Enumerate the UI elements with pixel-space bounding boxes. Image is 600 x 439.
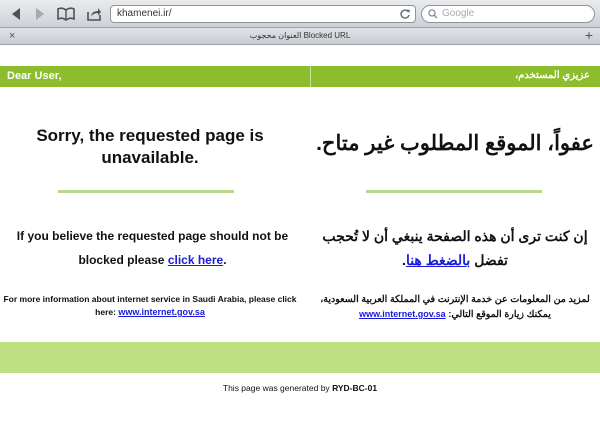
bookmarks-button[interactable] xyxy=(56,4,76,24)
url-text: khamenei.ir/ xyxy=(117,8,172,19)
banner-divider xyxy=(310,66,311,87)
blocked-page xyxy=(0,46,600,439)
heading-en: Sorry, the requested page is unavailable. xyxy=(36,126,264,167)
back-button[interactable] xyxy=(6,4,26,24)
close-tab-icon[interactable]: × xyxy=(9,30,16,42)
footer-prefix: This page was generated by xyxy=(222,383,330,393)
search-icon xyxy=(428,9,438,19)
divider-en xyxy=(58,190,234,193)
believe-end-ar: . xyxy=(402,252,406,268)
info-text-ar: لمزيد من المعلومات عن خدمة الإنترنت في المملكة العربية السعودية، يمكنك زيارة الموقع التالي: xyxy=(320,294,590,320)
reload-icon[interactable] xyxy=(399,8,411,20)
greeting-en: Dear User, xyxy=(7,70,62,82)
heading-ar: عفواً، الموقع المطلوب غير متاح. xyxy=(316,132,594,155)
divider-ar xyxy=(366,190,542,193)
internet-gov-link-en[interactable]: www.internet.gov.sa xyxy=(118,307,205,317)
share-icon xyxy=(86,7,102,21)
greeting-ar: عزيزي المستخدم، xyxy=(514,70,590,81)
believe-paragraph-en xyxy=(0,224,305,272)
greeting-banner xyxy=(0,66,600,87)
footer-code: RYD-BC-01 xyxy=(332,383,378,393)
info-text-en: For more information about internet service in Saudi Arabia, please click here: xyxy=(3,294,297,317)
forward-arrow-icon xyxy=(34,7,46,21)
believe-text-en: If you believe the requested page should not be blocked please xyxy=(16,229,289,267)
believe-paragraph-ar xyxy=(310,224,600,272)
believe-text-ar: إن كنت ترى أن هذه الصفحة ينبغي أن لا تُحجب تفضل xyxy=(322,228,588,268)
believe-end-en: . xyxy=(223,253,227,267)
search-placeholder: Google xyxy=(442,8,475,19)
info-paragraph-ar xyxy=(310,293,600,322)
address-bar[interactable] xyxy=(110,5,416,23)
book-icon xyxy=(57,7,75,21)
click-here-link[interactable]: click here xyxy=(167,253,224,267)
bottom-banner xyxy=(0,342,600,373)
click-here-link-ar[interactable]: بالضغط هنا xyxy=(405,252,471,268)
search-field[interactable] xyxy=(421,5,595,23)
tab-bar xyxy=(0,28,600,45)
new-tab-icon[interactable]: + xyxy=(584,27,593,43)
info-paragraph-en xyxy=(0,293,300,319)
tab-title[interactable]: العنوان محجوب Blocked URL xyxy=(249,31,351,40)
forward-button[interactable] xyxy=(30,4,50,24)
share-button[interactable] xyxy=(84,4,104,24)
footer-note xyxy=(0,383,600,393)
internet-gov-link-ar[interactable]: www.internet.gov.sa xyxy=(359,309,446,319)
back-arrow-icon xyxy=(10,7,22,21)
browser-toolbar xyxy=(0,0,600,28)
